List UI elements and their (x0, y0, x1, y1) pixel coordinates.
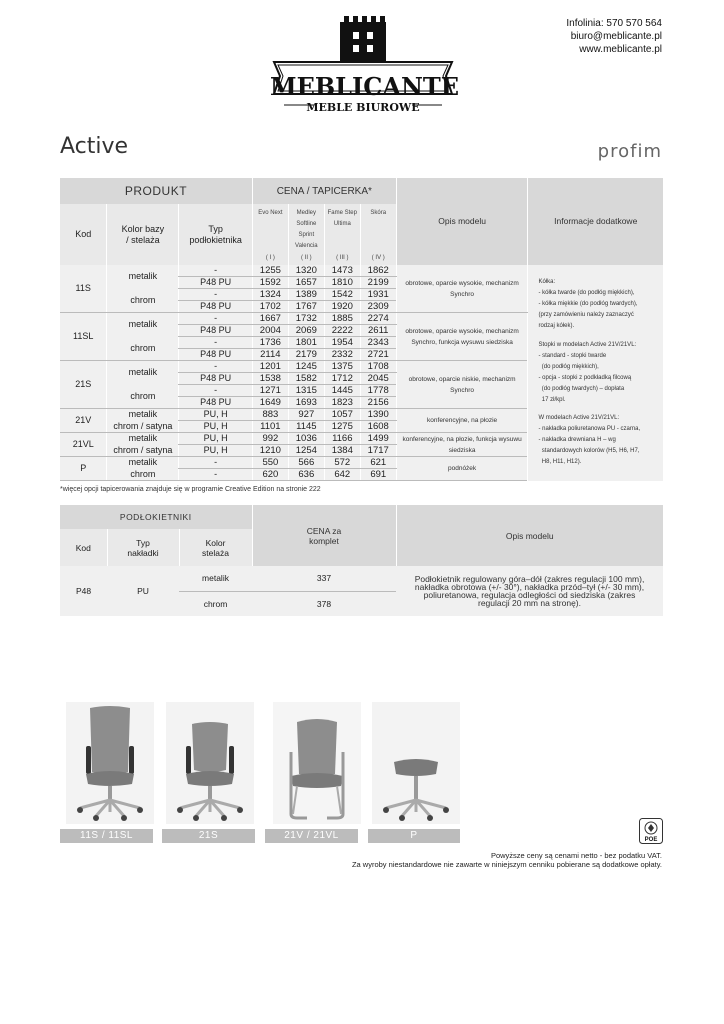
price-cell: 1245 (288, 361, 324, 373)
price-cell: 572 (324, 457, 360, 469)
armrest-type: - (179, 385, 253, 397)
model-description: obrotowe, oparcie niskie, mechanizm Synchro (396, 361, 528, 409)
price-cell: 2004 (252, 325, 288, 337)
frame-color: metalik (107, 433, 179, 445)
price-cell: 2045 (360, 373, 396, 385)
info-line: - kółka miękkie (do podłóg twardych), (538, 301, 638, 308)
fabric-group-2: Medley Softline Sprint Valencia (288, 204, 324, 252)
price-cell: 566 (288, 457, 324, 469)
price-cell: 1778 (360, 385, 396, 397)
armrest-opis-header: Opis modelu (396, 505, 663, 566)
price-cell: 1101 (252, 421, 288, 433)
model-description: konferencyjne, na płozie, funkcja wysuwu siedziska (396, 433, 528, 457)
price-cell: 2156 (360, 397, 396, 409)
poe-certificate-icon (639, 818, 663, 844)
meblicante-logo (270, 14, 460, 114)
price-cell: 927 (288, 409, 324, 421)
price-cell: 1885 (324, 313, 360, 325)
armrest-kolor-header: Kolor stelaża (179, 529, 252, 566)
frame-color: metalik (107, 409, 179, 421)
price-cell: 636 (288, 469, 324, 481)
footnote: *więcej opcji tapicerowania znajduje się w programie Creative Edition na stronie 222 (60, 486, 321, 493)
product-code: 21S (60, 361, 107, 409)
info-line: - nakładka drewniana H – wg (538, 437, 616, 444)
info-line: - standard - stopki twarde (538, 352, 607, 359)
frame-color: chrom (107, 385, 179, 409)
price-cell: 1384 (324, 445, 360, 457)
price-cell: 1931 (360, 289, 396, 301)
low-back-chair-icon (166, 702, 254, 824)
price-cell: 1954 (324, 337, 360, 349)
note-vat: Powyższe ceny są cenami netto - bez podatku VAT. (490, 851, 662, 860)
product-code: 11SL (60, 313, 107, 361)
armrest-type: - (179, 265, 253, 277)
fabric-group-4: Skóra (360, 204, 396, 252)
frame-color: chrom (107, 289, 179, 313)
info-line: Stopki w modelach Active 21V/21VL: (538, 341, 637, 348)
price-table (60, 178, 663, 481)
price-cell: 992 (252, 433, 288, 445)
price-cell: 1862 (360, 265, 396, 277)
armrest-type: P48 PU (179, 301, 253, 313)
armrest-type: - (179, 469, 253, 481)
info-line: standardowych kolorów (H5, H6, H7, (538, 448, 640, 455)
frame-color: metalik (107, 457, 179, 469)
armrest-kod: P48 (60, 566, 107, 616)
price-cell: 1608 (360, 421, 396, 433)
note-nonstandard: Za wyroby niestandardowe nie zawarte w niniejszym cenniku pobierane są dodatkowe opłaty. (351, 860, 662, 869)
price-cell: 2199 (360, 277, 396, 289)
price-cell: 2309 (360, 301, 396, 313)
info-line: 17 zł/kpl. (538, 396, 566, 403)
price-cell: 1657 (288, 277, 324, 289)
price-cell: 1057 (324, 409, 360, 421)
price-cell: 1320 (288, 265, 324, 277)
price-cell: 1767 (288, 301, 324, 313)
produkt-header: PRODUKT (60, 178, 252, 204)
price-cell: 621 (360, 457, 396, 469)
opis-header: Opis modelu (396, 178, 528, 265)
kod-header: Kod (60, 204, 107, 265)
price-cell: 1315 (288, 385, 324, 397)
table-row (60, 265, 663, 277)
armrest-type: PU, H (179, 445, 253, 457)
info-line: (przy zamówieniu należy zaznaczyć (538, 312, 634, 319)
armrest-type: - (179, 313, 253, 325)
info-line: rodzaj kółek). (538, 323, 575, 330)
additional-info (528, 265, 663, 481)
product-code: 21V (60, 409, 107, 433)
price-cell: 1810 (324, 277, 360, 289)
info-line: - opcja - stopki z podkładką filcową (538, 374, 632, 381)
price-cell: 642 (324, 469, 360, 481)
logo-name: MEBLICANTE (270, 72, 460, 101)
price-cell: 1736 (252, 337, 288, 349)
model-description: podnóżek (396, 457, 528, 481)
product-label-2: 21S (162, 829, 255, 843)
armrest-kolor-1: metalik (179, 566, 252, 591)
phone-line: Infolinia: 570 570 564 (566, 18, 662, 29)
price-cell: 1693 (288, 397, 324, 409)
armrest-price-2: 378 (252, 591, 396, 616)
price-cell: 1732 (288, 313, 324, 325)
price-cell: 1201 (252, 361, 288, 373)
armrest-table (60, 505, 663, 616)
armrest-type: - (179, 337, 253, 349)
product-label-1: 11S / 11SL (60, 829, 153, 843)
price-cell: 550 (252, 457, 288, 469)
price-cell: 1538 (252, 373, 288, 385)
model-description: obrotowe, oparcie wysokie, mechanizm Synchro, funkcja wysuwu siedziska (396, 313, 528, 361)
frame-color: metalik (107, 265, 179, 289)
roman-3: ( III ) (324, 252, 360, 265)
info-line: - kółka twarde (do podłóg miękkich), (538, 290, 635, 297)
price-cell: 1255 (252, 265, 288, 277)
conference-chair-icon (273, 702, 361, 824)
price-cell: 1254 (288, 445, 324, 457)
kolor-header: Kolor bazy / stelaża (107, 204, 179, 265)
price-cell: 1592 (252, 277, 288, 289)
price-cell: 1717 (360, 445, 396, 457)
price-cell: 1801 (288, 337, 324, 349)
armrest-description: Podłokietnik regulowany góra–dół (zakres regulacji 100 mm), nakładka obrotowa (+/- 30°), nakładka przód–tył (+/- 30 mm), poliuretanowa, regulacja odległości od siedziska (zakres regulacji 20 mm na stronę). (396, 566, 663, 616)
contact-info (566, 17, 662, 56)
armrest-kolor-2: chrom (179, 591, 252, 616)
product-code: P (60, 457, 107, 481)
armrest-type: PU, H (179, 421, 253, 433)
frame-color: metalik (107, 313, 179, 337)
price-cell: 2332 (324, 349, 360, 361)
frame-color: chrom (107, 469, 179, 481)
armrest-typ: PU (107, 566, 179, 616)
armrest-price-header: CENA za komplet (252, 505, 396, 566)
info-line: (do podłóg twardych) – dopłata (538, 385, 625, 392)
price-cell: 1582 (288, 373, 324, 385)
armrest-type: PU, H (179, 433, 253, 445)
armrest-type: - (179, 289, 253, 301)
price-cell: 1166 (324, 433, 360, 445)
price-cell: 1499 (360, 433, 396, 445)
price-cell: 1390 (360, 409, 396, 421)
price-cell: 1542 (324, 289, 360, 301)
armrest-header: PODŁOKIETNIKI (60, 505, 252, 529)
armrest-type: - (179, 457, 253, 469)
product-code: 11S (60, 265, 107, 313)
price-cell: 2343 (360, 337, 396, 349)
brand-logo: profim (597, 141, 662, 162)
price-cell: 1712 (324, 373, 360, 385)
frame-color: chrom / satyna (107, 445, 179, 457)
price-cell: 1473 (324, 265, 360, 277)
price-cell: 2274 (360, 313, 396, 325)
info-line: (do podłóg miękkich), (538, 363, 599, 370)
armrest-type: P48 PU (179, 349, 253, 361)
frame-color: metalik (107, 361, 179, 385)
price-cell: 2611 (360, 325, 396, 337)
info-line: W modelach Active 21V/21VL: (538, 415, 620, 422)
armrest-type: P48 PU (179, 397, 253, 409)
armrest-type: P48 PU (179, 277, 253, 289)
price-cell: 1823 (324, 397, 360, 409)
info-line (538, 406, 657, 414)
info-line: H8, H11, H12). (538, 459, 582, 466)
armrest-type: P48 PU (179, 373, 253, 385)
armrest-type: - (179, 361, 253, 373)
price-cell: 1649 (252, 397, 288, 409)
price-cell: 1210 (252, 445, 288, 457)
price-cell: 2069 (288, 325, 324, 337)
product-label-4: P (368, 829, 460, 843)
price-cell: 1145 (288, 421, 324, 433)
price-cell: 1275 (324, 421, 360, 433)
email-link[interactable]: biuro@meblicante.pl (570, 31, 662, 42)
price-cell: 1445 (324, 385, 360, 397)
price-cell: 2721 (360, 349, 396, 361)
website-link[interactable]: www.meblicante.pl (579, 44, 662, 55)
price-cell: 1708 (360, 361, 396, 373)
high-back-chair-icon (66, 702, 154, 824)
price-cell: 2114 (252, 349, 288, 361)
armrest-price-1: 337 (252, 566, 396, 591)
info-line: - nakładka poliuretanowa PU - czarna, (538, 426, 641, 433)
product-code: 21VL (60, 433, 107, 457)
info-header: Informacje dodatkowe (528, 178, 663, 265)
price-cell: 1389 (288, 289, 324, 301)
price-cell: 1667 (252, 313, 288, 325)
price-cell: 883 (252, 409, 288, 421)
footrest-icon (372, 702, 460, 824)
frame-color: chrom (107, 337, 179, 361)
price-cell: 2179 (288, 349, 324, 361)
price-cell: 1702 (252, 301, 288, 313)
roman-1: ( I ) (252, 252, 288, 265)
fabric-group-1: Evo Next (252, 204, 288, 252)
cena-header: CENA / TAPICERKA* (252, 178, 396, 204)
roman-2: ( II ) (288, 252, 324, 265)
armrest-kod-header: Kod (60, 529, 107, 566)
price-notes (352, 851, 662, 869)
armrest-typ-header: Typ nakładki (107, 529, 179, 566)
info-line (538, 332, 657, 340)
fabric-group-3: Fame Step Ultima (324, 204, 360, 252)
logo-subtitle: MEBLE BIUROWE (306, 101, 420, 114)
price-cell: 691 (360, 469, 396, 481)
price-cell: 1920 (324, 301, 360, 313)
armrest-type: P48 PU (179, 325, 253, 337)
model-description: obrotowe, oparcie wysokie, mechanizm Synchro (396, 265, 528, 313)
price-cell: 1324 (252, 289, 288, 301)
price-cell: 1375 (324, 361, 360, 373)
armrest-type: PU, H (179, 409, 253, 421)
page-title: Active (60, 134, 129, 159)
frame-color: chrom / satyna (107, 421, 179, 433)
typ-header: Typ podłokietnika (179, 204, 253, 265)
roman-4: ( IV ) (360, 252, 396, 265)
info-line: Kółka: (538, 279, 556, 286)
price-cell: 620 (252, 469, 288, 481)
model-description: konferencyjne, na płozie (396, 409, 528, 433)
price-cell: 2222 (324, 325, 360, 337)
poe-text: POE (644, 837, 658, 843)
price-cell: 1036 (288, 433, 324, 445)
price-cell: 1271 (252, 385, 288, 397)
product-label-3: 21V / 21VL (265, 829, 358, 843)
